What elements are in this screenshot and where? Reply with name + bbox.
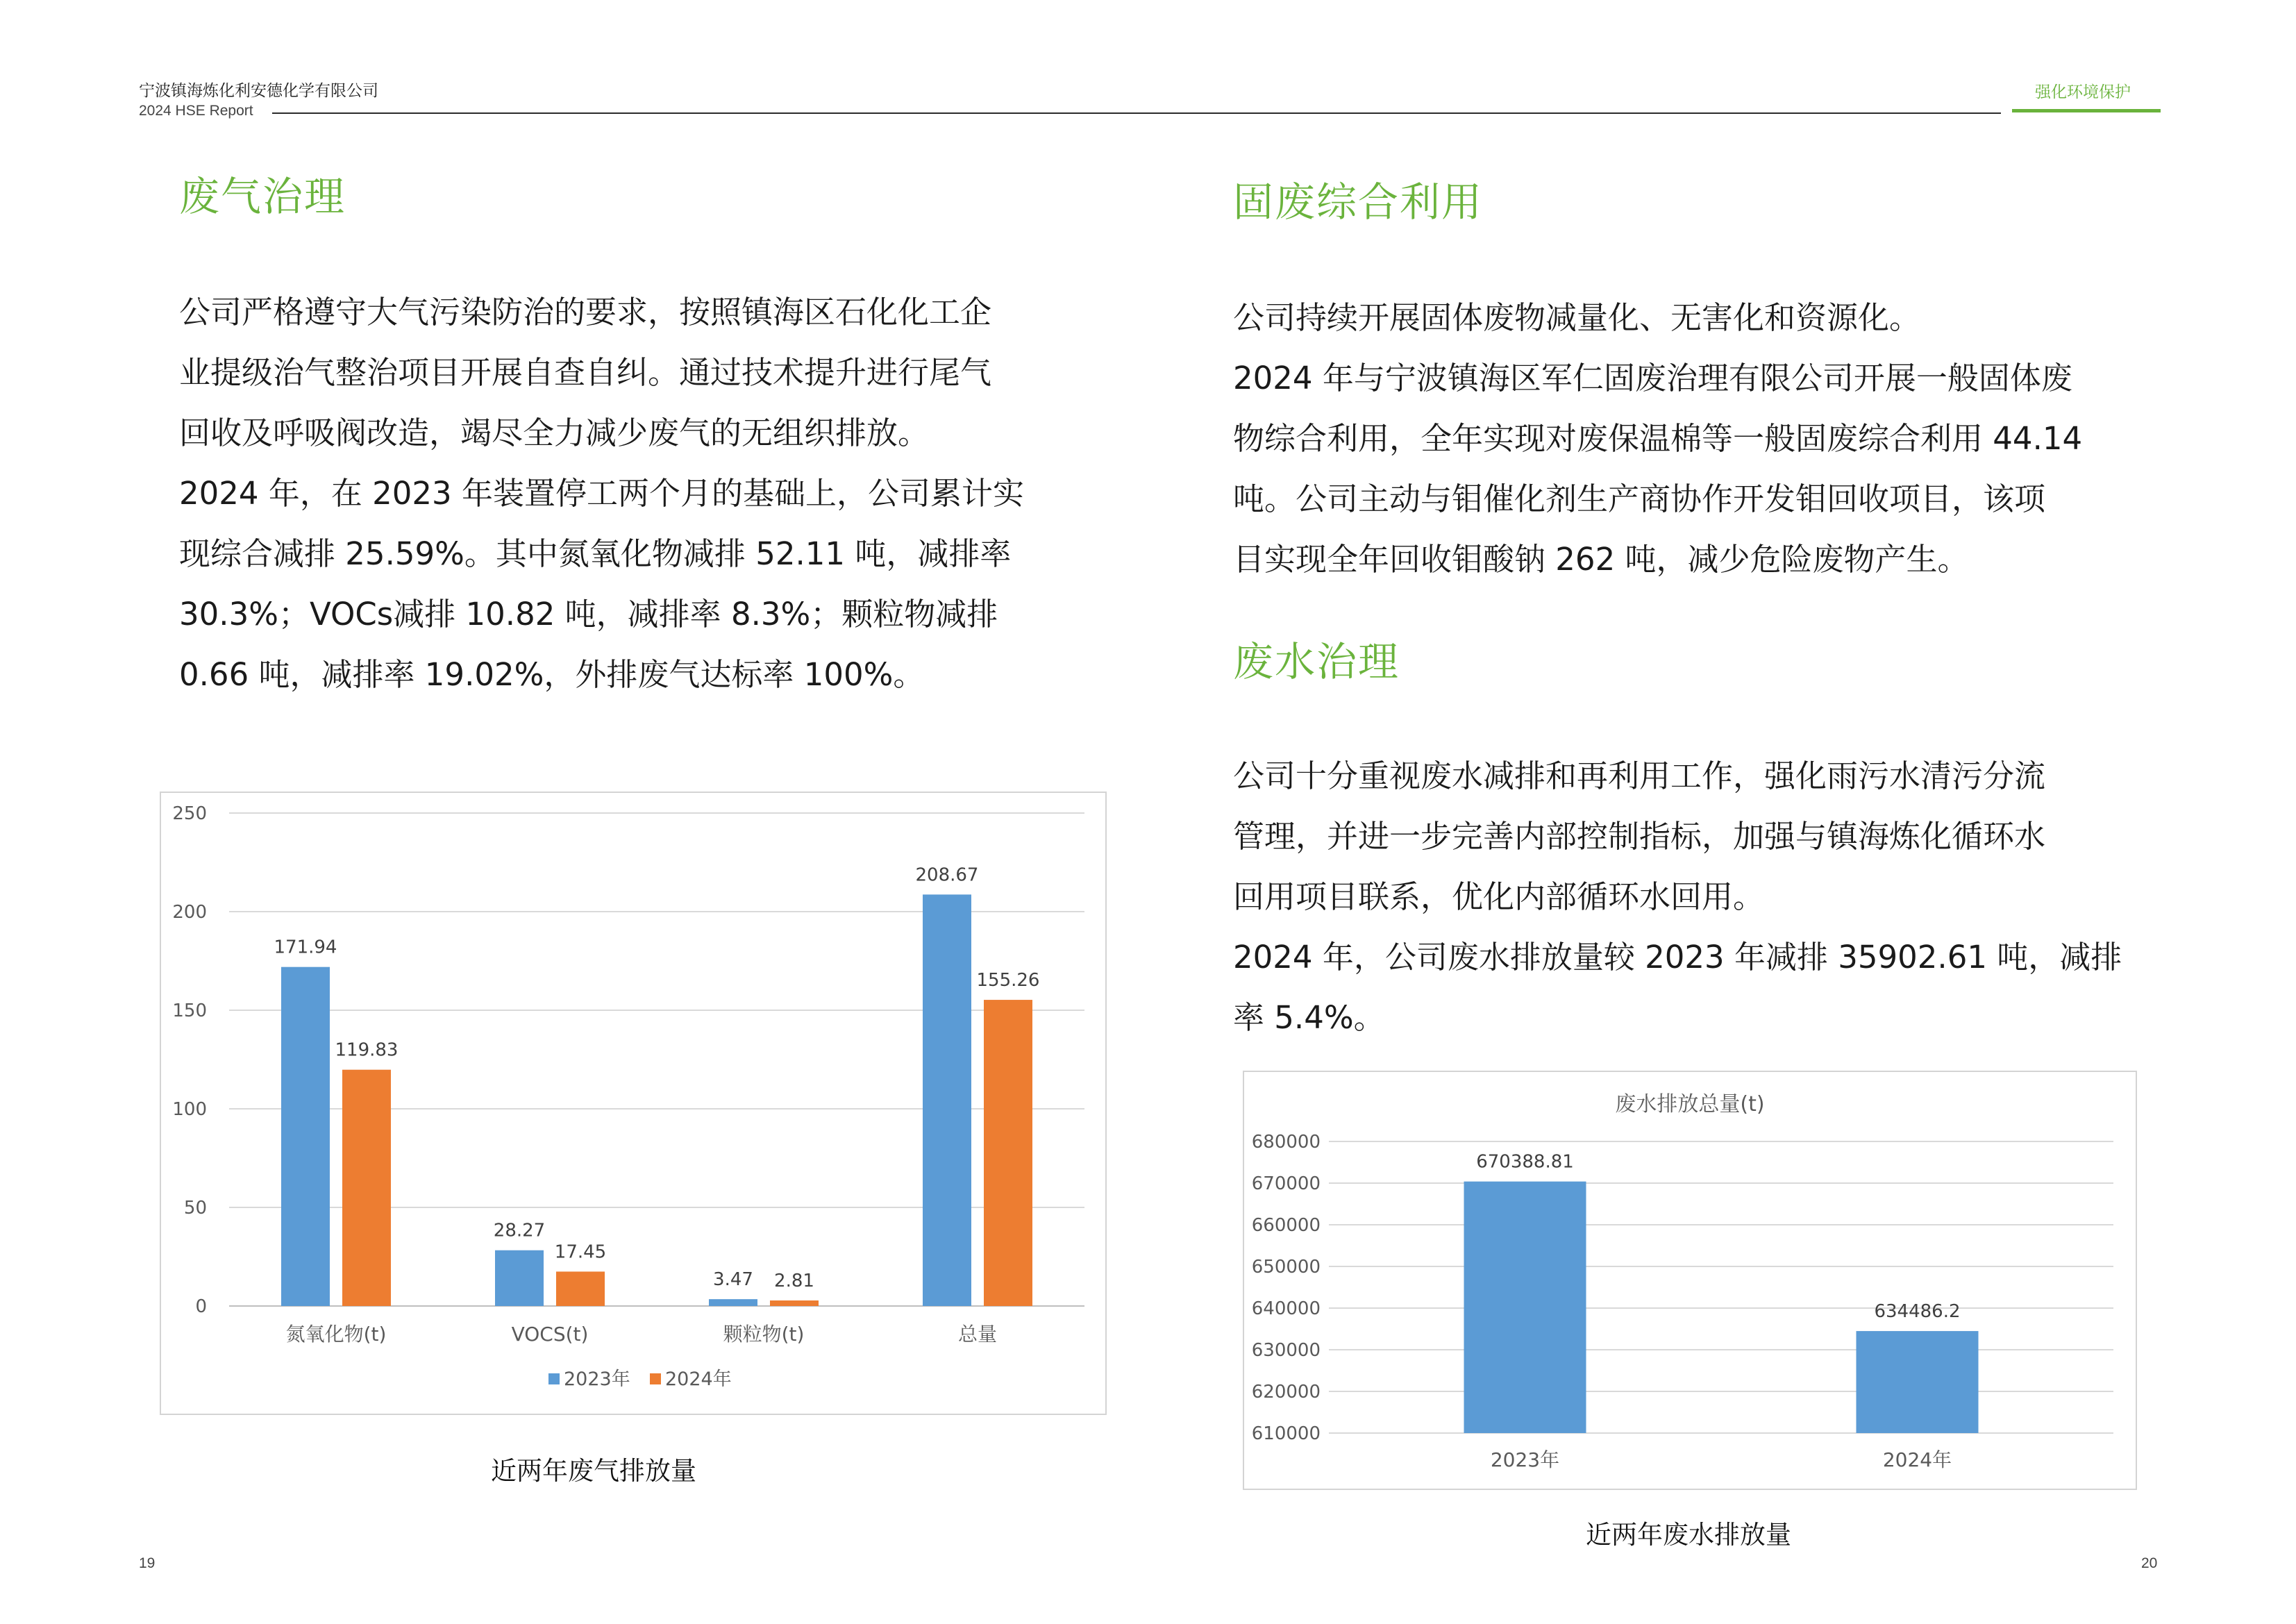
y-tick-label: 630000	[1251, 1340, 1321, 1361]
bar	[770, 1300, 819, 1306]
y-tick-label: 650000	[1251, 1257, 1321, 1278]
heading-solid-waste: 固废综合利用	[1233, 178, 1484, 226]
y-tick-label: 100	[172, 1099, 207, 1120]
data-label: 3.47	[713, 1269, 753, 1291]
y-tick-label: 0	[195, 1296, 207, 1317]
legend-swatch	[548, 1373, 560, 1384]
y-tick-label: 640000	[1251, 1298, 1321, 1319]
y-tick-label: 660000	[1251, 1215, 1321, 1236]
bar	[984, 1000, 1032, 1306]
x-tick-label: 2024年	[1882, 1448, 1952, 1471]
x-tick-label: 氮氧化物(t)	[285, 1323, 387, 1346]
x-tick-label: 总量	[957, 1323, 998, 1346]
y-tick-label: 610000	[1251, 1423, 1321, 1444]
data-label: 171.94	[274, 937, 337, 958]
x-tick-label: 颗粒物(t)	[723, 1323, 805, 1346]
bar	[342, 1070, 391, 1306]
y-tick-label: 250	[172, 803, 207, 824]
section-tag-underline	[2012, 109, 2161, 112]
heading-waste-water: 废水治理	[1233, 638, 1400, 685]
x-tick-label: VOCS(t)	[511, 1323, 589, 1346]
waste-water-chart-svg	[1244, 1072, 2136, 1489]
bar	[556, 1271, 605, 1306]
heading-waste-gas: 废气治理	[179, 173, 346, 220]
y-tick-label: 680000	[1251, 1132, 1321, 1153]
waste-gas-chart-caption: 近两年废气排放量	[491, 1456, 696, 1486]
data-label: 28.27	[493, 1220, 546, 1241]
legend-label: 2023年	[564, 1368, 630, 1390]
bar	[281, 967, 330, 1306]
bar	[1464, 1182, 1586, 1433]
data-label: 119.83	[335, 1039, 399, 1061]
y-tick-label: 620000	[1251, 1382, 1321, 1403]
bar	[709, 1299, 757, 1306]
waste-gas-chart	[160, 792, 1107, 1415]
data-label: 634486.2	[1874, 1301, 1961, 1323]
bar	[1857, 1331, 1979, 1433]
y-tick-label: 50	[183, 1198, 207, 1219]
paragraph-waste-gas-1: 公司严格遵守大气污染防治的要求，按照镇海区石化化工企 业提级治气整治项目开展自查自纠。通过技术提升进行尾气 回收及呼吸阀改造，竭尽全力减少废气的无组织排放。	[179, 294, 992, 451]
y-tick-label: 670000	[1251, 1173, 1321, 1194]
waste-water-chart	[1243, 1071, 2137, 1490]
data-label: 2.81	[774, 1271, 814, 1292]
bar	[495, 1250, 544, 1306]
company-name: 宁波镇海炼化利安德化学有限公司	[139, 82, 378, 100]
chart-title: 废水排放总量(t)	[1615, 1092, 1765, 1116]
y-tick-label: 150	[172, 1001, 207, 1021]
waste-water-chart-caption: 近两年废水排放量	[1586, 1520, 1791, 1550]
page-number-left: 19	[139, 1555, 156, 1571]
x-tick-label: 2023年	[1490, 1448, 1560, 1471]
waste-gas-chart-svg	[161, 793, 1105, 1414]
bar	[923, 894, 971, 1306]
paragraph-waste-gas-2: 2024 年，在 2023 年装置停工两个月的基础上，公司累计实 现综合减排 25.59%。其中氮氧化物减排 52.11 吨，减排率 30.3%；VOCs减排 10.82 吨，减排率 8.3%；颗粒物减排 0.66 吨，减排率 19.02%，外排废气达标率 100%。	[179, 475, 1024, 693]
paragraph-solid-waste: 公司持续开展固体废物减量化、无害化和资源化。 2024 年与宁波镇海区军仁固废治理有限公司开展一般固体废 物综合利用，全年实现对废保温棉等一般固废综合利用 44.14 吨。公司主动与钼催化剂生产商协作开发钼回收项目，该项 目实现全年回收钼酸钠 262 吨，减少危险废物产生。	[1233, 299, 2083, 578]
header-divider	[272, 112, 2001, 114]
report-title: 2024 HSE Report	[139, 103, 253, 119]
legend-label: 2024年	[665, 1368, 732, 1390]
data-label: 155.26	[976, 970, 1040, 991]
y-tick-label: 200	[172, 902, 207, 923]
data-label: 670388.81	[1476, 1151, 1574, 1173]
section-tag: 强化环境保护	[2035, 83, 2131, 101]
data-label: 208.67	[915, 864, 979, 886]
data-label: 17.45	[554, 1241, 607, 1263]
legend-swatch	[650, 1373, 661, 1384]
paragraph-waste-water: 公司十分重视废水减排和再利用工作，强化雨污水清污分流 管理，并进一步完善内部控制指标，加强与镇海炼化循环水 回用项目联系，优化内部循环水回用。 2024 年，公司废水排放量较 2023 年减排 35902.61 吨，减排 率 5.4%。	[1233, 757, 2122, 1036]
page-number-right: 20	[2141, 1555, 2158, 1571]
